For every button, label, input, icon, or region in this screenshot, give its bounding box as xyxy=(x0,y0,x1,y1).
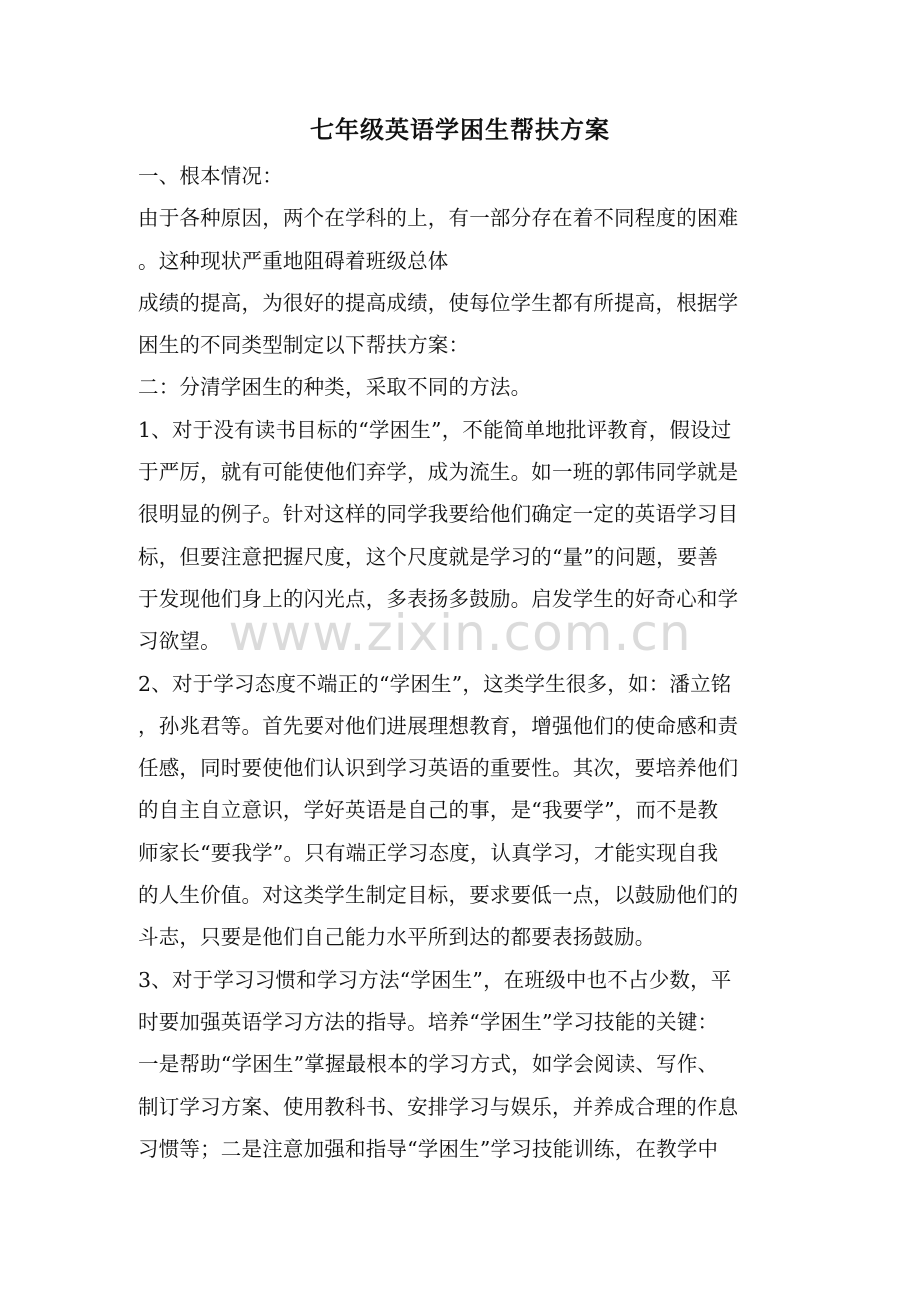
paragraph-line: 于严厉，就有可能使他们弃学，成为流生。如一班的郭伟同学就是 xyxy=(138,460,739,485)
paragraph-line: 一是帮助“学困生”掌握最根本的学习方式，如学会阅读、写作、 xyxy=(138,1052,719,1077)
document-body xyxy=(138,155,788,1170)
paragraph-line: 2、对于学习态度不端正的“学困生”，这类学生很多，如：潘立铭 xyxy=(138,671,732,696)
paragraph-line: 斗志，只要是他们自己能力水平所到达的都要表扬鼓励。 xyxy=(138,925,656,950)
paragraph-line: 。这种现状严重地阻碍着班级总体 xyxy=(138,248,449,273)
paragraph-line: 困生的不同类型制定以下帮扶方案： xyxy=(138,333,470,358)
paragraph-line: 的人生价值。对这类学生制定目标，要求要低一点，以鼓励他们的 xyxy=(138,883,739,908)
paragraph-line: 制订学习方案、使用教科书、安排学习与娱乐，并养成合理的作息 xyxy=(138,1094,739,1119)
paragraph-line: 时要加强英语学习方法的指导。培养“学困生”学习技能的关键： xyxy=(138,1009,719,1034)
paragraph-line: 习欲望。 xyxy=(138,629,221,654)
paragraph-line: 很明显的例子。针对这样的同学我要给他们确定一定的英语学习目 xyxy=(138,502,739,527)
paragraph-line: 成绩的提高，为很好的提高成绩，使每位学生都有所提高，根据学 xyxy=(138,290,739,315)
paragraph-line: 二：分清学困生的种类，采取不同的方法。 xyxy=(138,375,532,400)
paragraph-line: ，孙兆君等。首先要对他们进展理想教育，增强他们的使命感和责 xyxy=(138,713,739,738)
paragraph-line: 的自主自立意识，学好英语是自己的事，是“我要学”，而不是教 xyxy=(138,798,719,823)
paragraph-line: 于发现他们身上的闪光点，多表扬多鼓励。启发学生的好奇心和学 xyxy=(138,586,739,611)
paragraph-line: 任感，同时要使他们认识到学习英语的重要性。其次，要培养他们 xyxy=(138,756,739,781)
paragraph-line: 师家长“要我学”。只有端正学习态度，认真学习，才能实现自我 xyxy=(138,840,719,865)
document-title: 七年级英语学困生帮扶方案 xyxy=(310,115,610,144)
paragraph-line: 3、对于学习习惯和学习方法“学困生”，在班级中也不占少数，平 xyxy=(138,967,732,992)
paragraph-line: 习惯等；二是注意加强和指导“学困生”学习技能训练，在教学中 xyxy=(138,1136,719,1161)
watermark: www.zixin.com.cn xyxy=(228,604,692,662)
paragraph-line: 一、根本情况： xyxy=(138,164,283,188)
paragraph-line: 标，但要注意把握尺度，这个尺度就是学习的“量”的问题，要善 xyxy=(138,544,719,569)
paragraph-line: 由于各种原因，两个在学科的上，有一部分存在着不同程度的困难 xyxy=(138,206,739,231)
paragraph-line: 1、对于没有读书目标的“学困生”，不能简单地批评教育，假设过 xyxy=(138,417,732,442)
